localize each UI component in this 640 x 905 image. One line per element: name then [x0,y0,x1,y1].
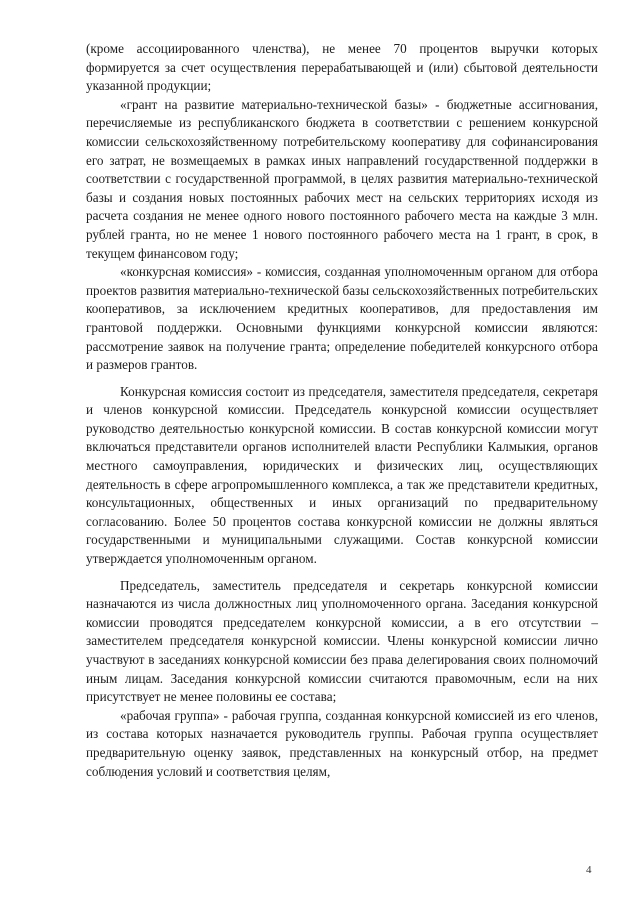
paragraph-commission-chair: Председатель, заместитель председателя и секретарь конкурсной комиссии назначаются из числа должностных лиц уполномоченного органа. Заседания конкурсной комиссии проводятся председателем конкурсной комиссии, а в его отсутствии – заместителем председателя конкурсной комиссии. Члены конкурсной комиссии лично участвуют в заседаниях конкурсной комиссии без права делегирования своих полномочий иным лицам. Заседания конкурсной комиссии считаются правомочным, если на них присутствует не менее половины ее состава; [86,577,598,705]
paragraph-cooperative-definition-end: (кроме ассоциированного членства), не менее 70 процентов выручки которых формируется за счет осуществления перерабатывающей и (или) сбытовой деятельности указанной продукции; [86,41,598,94]
document-page [86,40,598,781]
paragraph-commission-composition: Конкурсная комиссия состоит из председателя, заместителя председателя, секретаря и членов конкурсной комиссии. Председатель конкурсной комиссии осуществляет руководство деятельностью конкурсной комиссии. В состав конкурсной комиссии могут включаться представители органов исполнителей власти Республики Калмыкия, органов местного самоуправления, юридических и физических лиц, осуществляющих деятельность в сфере агропромышленного комплекса, а так же представители кредитных, консультационных, общественных и иных организаций по предварительному согласованию. Более 50 процентов состава конкурсной комиссии не должны являться государственными и муниципальными служащими. Состав конкурсной комиссии утверждается уполномоченным органом. [86,383,598,567]
paragraph-grant-definition: «грант на развитие материально-технической базы» - бюджетные ассигнования, перечисляемые из республиканского бюджета в соответствии с решением конкурсной комиссии сельскохозяйственному потребительскому кооперативу для софинансирования его затрат, не возмещаемых в рамках иных направлений государственной поддержки в соответствии с государственной программой, в целях развития материально-технической базы и создания новых постоянных рабочих мест на сельских территориях исходя из расчета создания не менее одного нового постоянного рабочего места на каждые 3 млн. рублей гранта, но не менее 1 нового постоянного рабочего места на 1 грант, в срок, в текущем финансовом году; [86,96,598,261]
paragraph-working-group-definition: «рабочая группа» - рабочая группа, созданная конкурсной комиссией из его членов, из состава которых назначается руководитель группы. Рабочая группа осуществляет предварительную оценку заявок, представленных на конкурсный отбор, на предмет соблюдения условий и соответствия целям, [86,707,598,779]
page-number: 4 [586,864,592,876]
paragraph-commission-definition: «конкурсная комиссия» - комиссия, созданная уполномоченным органом для отбора проектов развития материально-технической базы сельскохозяйственных потребительских кооперативов, за исключением кредитных кооперативов, для предоставления им грантовой поддержки. Основными функциями конкурсной комиссии являются: рассмотрение заявок на получение гранта; определение победителей конкурсного отбора и размеров грантов. [86,264,598,373]
